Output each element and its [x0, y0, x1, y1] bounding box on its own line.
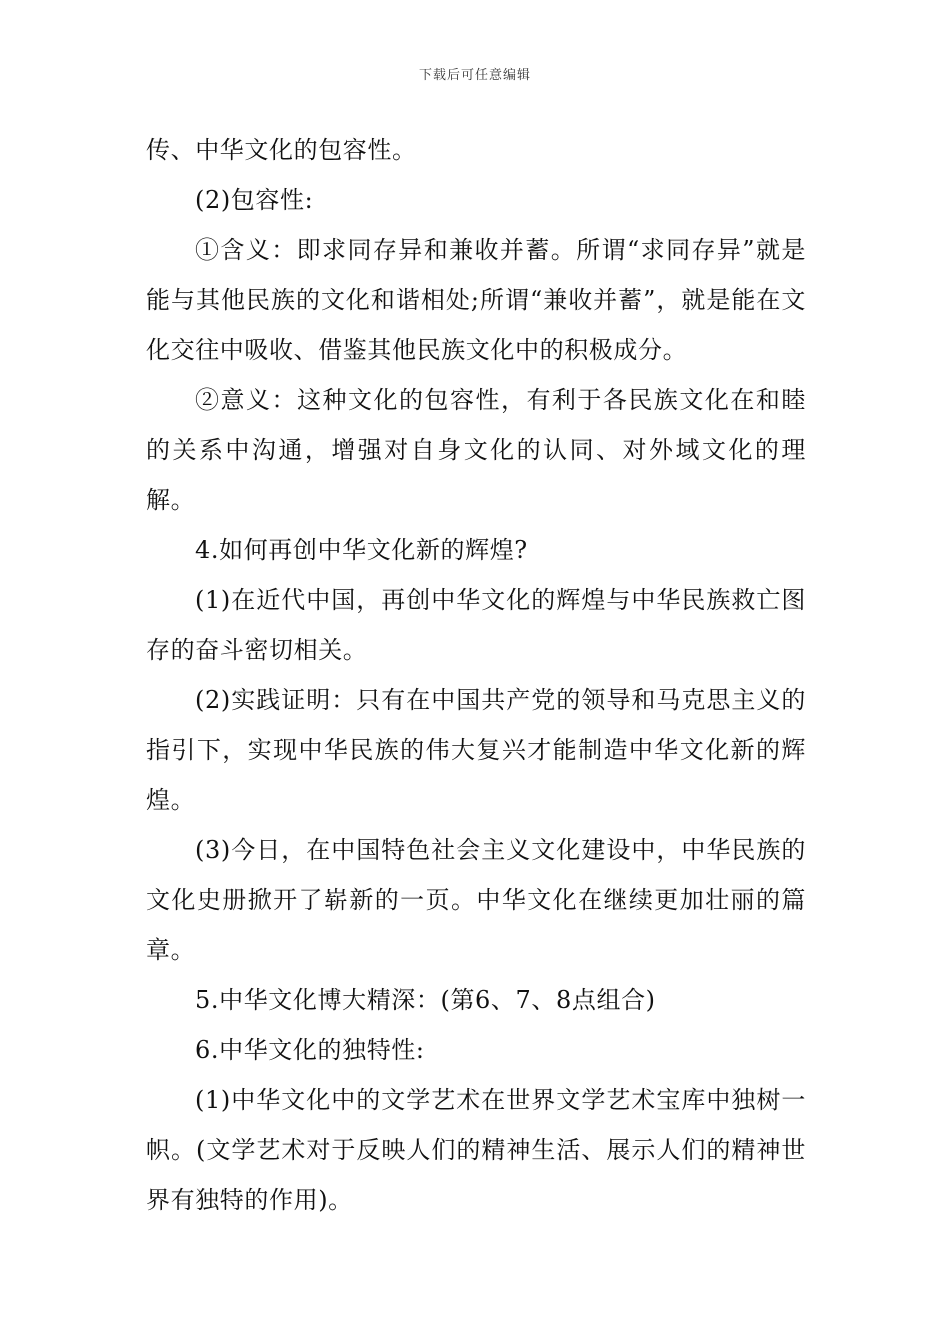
paragraph-1: 传、中华文化的包容性。	[146, 136, 417, 164]
paragraph-4: ②意义：这种文化的包容性，有利于各民族文化在和睦的关系中沟通，增强对自身文化的认同、对外域文化的理解。	[146, 386, 806, 514]
paragraph-5: 4.如何再创中华文化新的辉煌?	[195, 536, 528, 564]
page-header: 下载后可任意编辑	[418, 68, 531, 83]
paragraph-6: (1)在近代中国，再创中华文化的辉煌与中华民族救亡图存的奋斗密切相关。	[146, 586, 806, 664]
paragraph-7: (2)实践证明：只有在中国共产党的领导和马克思主义的指引下，实现中华民族的伟大复兴才能制造中华文化新的辉煌。	[146, 686, 806, 814]
paragraph-11: (1)中华文化中的文学艺术在世界文学艺术宝库中独树一帜。(文学艺术对于反映人们的精神生活、展示人们的精神世界有独特的作用)。	[146, 1086, 806, 1214]
paragraph-9: 5.中华文化博大精深：(第6、7、8点组合)	[195, 986, 656, 1014]
paragraph-2: (2)包容性:	[195, 186, 314, 214]
document-body	[146, 125, 806, 1225]
paragraph-10: 6.中华文化的独特性:	[195, 1036, 425, 1064]
paragraph-3: ①含义：即求同存异和兼收并蓄。所谓“求同存异”就是能与其他民族的文化和谐相处;所谓“兼收并蓄”，就是能在文化交往中吸收、借鉴其他民族文化中的积极成分。	[146, 236, 806, 364]
paragraph-8: (3)今日，在中国特色社会主义文化建设中，中华民族的文化史册掀开了崭新的一页。中华文化在继续更加壮丽的篇章。	[146, 836, 806, 964]
